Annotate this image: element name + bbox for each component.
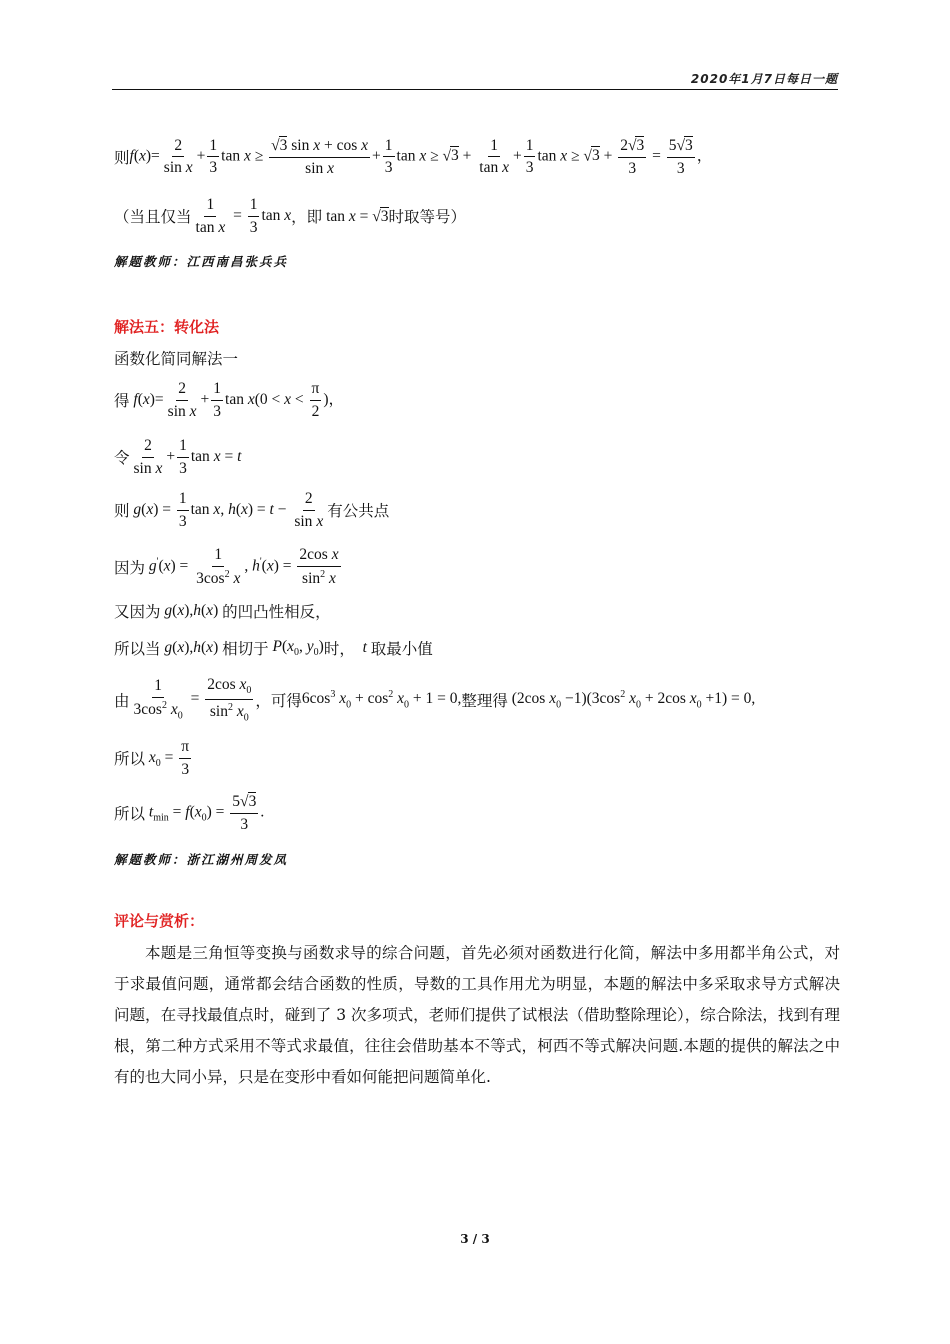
math-substitution: $\frac{2}{\text{sin x}}$ + $\frac{1}{3}$ tan x = t	[133, 437, 242, 477]
cubic-equation-line	[114, 676, 755, 723]
text-suoyidang: 所以当	[114, 640, 161, 658]
text-suoyi2: 所以	[114, 804, 146, 823]
equation-chain-line	[114, 136, 712, 178]
teacher-credit-1: 解题教师：江西南昌张兵兵	[114, 254, 289, 269]
text-cond-mid: ，即	[291, 208, 323, 227]
text-zhengli: 整理得	[461, 691, 508, 710]
equality-condition-line	[114, 196, 466, 237]
text-cond-close: 时取等号）	[388, 208, 467, 227]
math-tangent-condition: $\frac{1}{3\cos^2 x_0}$ = $\frac{2\cos x_0}{\sin^2 x_0}$	[133, 676, 252, 723]
page-number: 3 / 3	[460, 1232, 490, 1246]
math-derivatives: g'(x) = $\frac{1}{3\cos^2 x}$ , h'(x) = $\frac{\text{2cos x}}{\sin^2 x}$	[148, 546, 339, 587]
math-factored: (2cos $x_0 -1)(3\cos^2$ $x_0 + 2\cos$ $x_0 +1) = 0$,	[507, 689, 756, 711]
function-definition-line	[114, 380, 344, 421]
concavity-line	[114, 600, 331, 622]
text-yinwei: 因为	[114, 558, 146, 577]
math-gh-pair: g(x),h(x)	[164, 602, 223, 619]
tangent-line	[114, 637, 433, 659]
text-youyinwei: 又因为	[114, 603, 161, 621]
text-you: 由	[114, 691, 130, 710]
math-condition: $\frac{1}{\text{tan x}}$ = $\frac{1}{3}$ tan x	[195, 196, 292, 236]
math-function: f(x)= $\frac{2}{\text{sin x}}$ + $\frac{1}{3}$ tan x(0 < x < $\frac{\pi}{2}$ )，	[133, 380, 345, 420]
text-ling: 令	[114, 449, 130, 468]
text-ze2: 则	[114, 502, 130, 521]
teacher-credit-2: 解题教师：浙江湖州周发凤	[114, 852, 289, 867]
text-tangent-tail2: 取最小值	[370, 640, 433, 658]
math-inequality-chain: f(x)= $\frac{2}{\text{sin x}}$ + $\frac{1}{3}$ tan x ≥ $\frac{\text{√3 sin x + cos x}}{\text{sin x}}$ + $\frac{1}{3}$ tan x ≥ √3 + $\frac{1}{\text{tan x}}$ + $\frac{1}{3}$ tan x ≥ √3 + $\frac{2√3}{3}$ = $\frac{5√3}{3}$ ，	[129, 136, 713, 177]
text-suoyi: 所以	[114, 750, 146, 769]
text-cond-open: （当且仅当	[114, 208, 192, 227]
text-common-point: 有公共点	[327, 502, 390, 521]
header-rule	[112, 89, 838, 90]
math-tmin: $t_{min} = f(x_0)$ = $\frac{5√3}{3}$ .	[148, 793, 265, 833]
method5-line1	[114, 347, 238, 369]
method5-title: 解法五：转化法	[114, 318, 220, 336]
text-ze: 则	[114, 148, 130, 167]
comment-paragraph: 本题是三角恒等变换与函数求导的综合问题，首先必须对函数进行化简，解法中多用都半角公式，对于求最值问题，通常都会结合函数的性质，导数的工具作用尤为明显，本题的解法中多采取求导方式解决问题，在寻找最值点时，碰到了 3 次多项式，老师们提供了试根法（借助整除理论），综合除法，找到有理根，第二种方式采用不等式求最值，往往会借助基本不等式，柯西不等式解决问题.本题的提供的解法之中有的也大同小异，只是在变形中看如何能把问题简单化.	[114, 944, 840, 1086]
gh-definition-line	[114, 490, 389, 531]
text-tangent-tail: 时，	[323, 640, 355, 658]
substitution-line	[114, 437, 241, 478]
math-cubic: $6\cos^3$ $x_0 + \cos^2 x_0 + 1 = 0$,	[301, 689, 462, 711]
text-tangent-mid: 相切于	[222, 640, 269, 658]
page-header-title: 2020年1月7日每日一题	[690, 72, 838, 86]
tmin-line	[114, 792, 264, 834]
math-x0: $x_0$ = $\frac{\pi}{3}$	[148, 738, 190, 778]
math-tan-value: tan x = √3	[322, 207, 389, 225]
text-concavity-tail: 的凹凸性相反，	[222, 603, 331, 621]
math-gh: g(x) = $\frac{1}{3}$ tan x, h(x) = t − $\frac{2}{\text{sin x}}$	[133, 490, 324, 530]
math-gh-pair-2: g(x),h(x)	[164, 639, 223, 656]
text-kede: ，可得	[255, 691, 302, 710]
math-t: t	[354, 639, 371, 656]
comment-title: 评论与赏析：	[114, 912, 205, 930]
text-de: 得	[114, 392, 130, 411]
x0-value-line	[114, 738, 193, 779]
derivative-line	[114, 546, 343, 588]
math-point: $P(x_0$, $y_0$)	[272, 637, 324, 659]
text-simplify: 函数化简同解法一	[114, 350, 239, 368]
